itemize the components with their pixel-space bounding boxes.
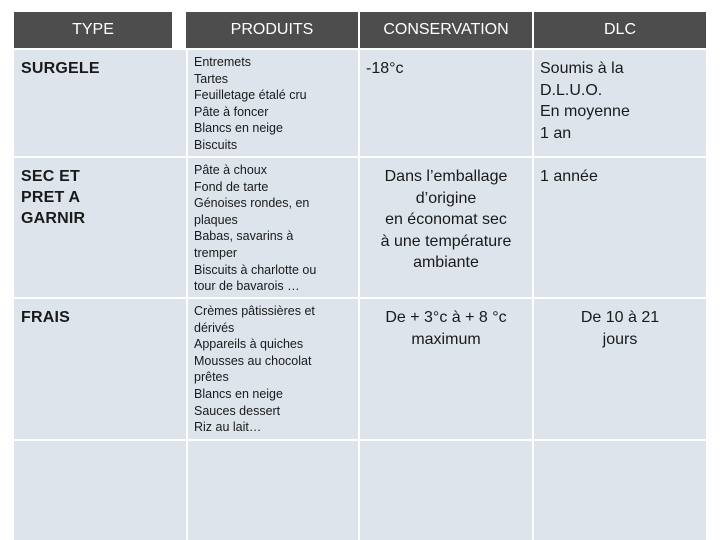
row-empty-dlc (534, 441, 706, 540)
row-sec-conservation: Dans l’emballage d’origine en économat sec à une température ambiante (360, 158, 532, 297)
row-empty-produits (188, 441, 358, 540)
row-frais-conservation: De + 3°c à + 8 °c maximum (360, 299, 532, 439)
header-dlc: DLC (534, 12, 706, 48)
header-type: TYPE (14, 12, 172, 48)
row-surgele-dlc: Soumis à la D.L.U.O. En moyenne 1 an (534, 50, 706, 156)
row-empty-conservation (360, 441, 532, 540)
row-sec-produits: Pâte à choux Fond de tarte Génoises rondes, en plaques Babas, savarins à tremper Biscuits à charlotte ou tour de bavarois … (188, 158, 358, 297)
storage-table (14, 12, 706, 540)
row-frais-type: FRAIS (14, 299, 186, 439)
row-sec-dlc: 1 année (534, 158, 706, 297)
row-frais-produits: Crèmes pâtissières et dérivés Appareils à quiches Mousses au chocolat prêtes Blancs en neige Sauces dessert Riz au lait… (188, 299, 358, 439)
row-surgele-produits: Entremets Tartes Feuilletage étalé cru Pâte à foncer Blancs en neige Biscuits (188, 50, 358, 156)
row-sec-type: SEC ET PRET A GARNIR (14, 158, 186, 297)
row-surgele-type: SURGELE (14, 50, 186, 156)
header-conservation: CONSERVATION (360, 12, 532, 48)
row-surgele-conservation: -18°c (360, 50, 532, 156)
row-frais-dlc: De 10 à 21 jours (534, 299, 706, 439)
row-empty-type (14, 441, 186, 540)
header-produits: PRODUITS (186, 12, 358, 48)
